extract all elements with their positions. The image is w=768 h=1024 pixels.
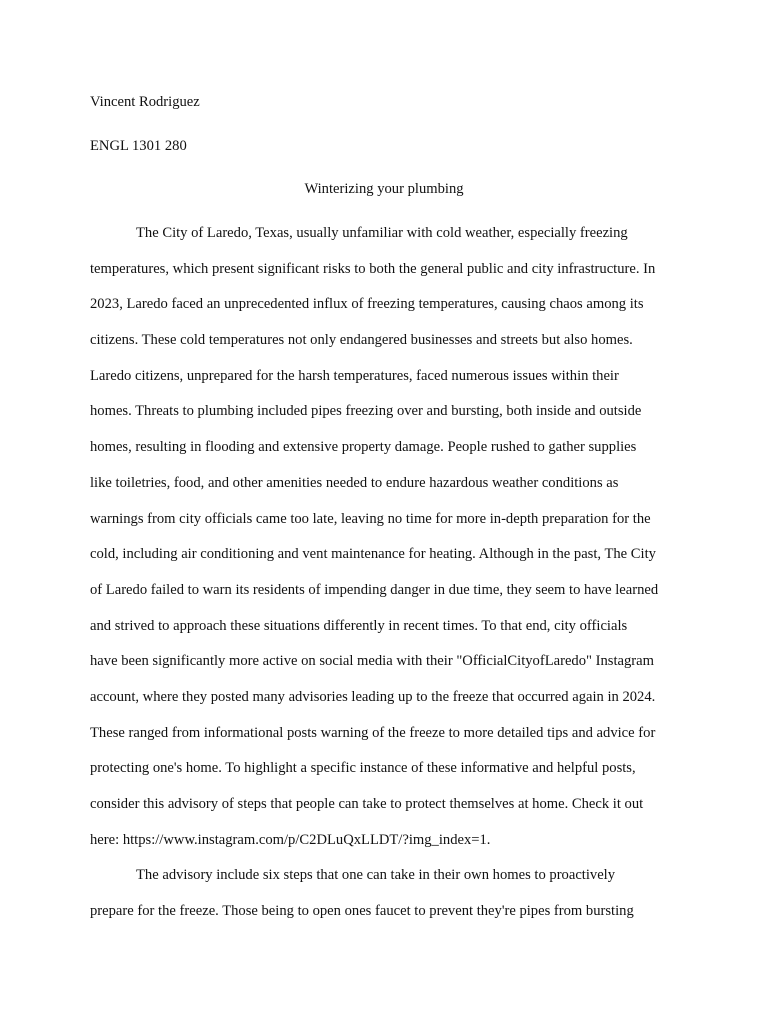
author-name: Vincent Rodriguez	[90, 94, 200, 110]
body-line: consider this advisory of steps that people can take to protect themselves at home. Check it out	[90, 796, 644, 812]
body-line: here: https://www.instagram.com/p/C2DLuQxLLDT/?img_index=1.	[90, 832, 491, 848]
body-line: warnings from city officials came too late, leaving no time for more in-depth preparation for the	[90, 511, 651, 527]
body-line: cold, including air conditioning and vent maintenance for heating. Although in the past, The City	[90, 546, 656, 562]
body-line: prepare for the freeze. Those being to open ones faucet to prevent they're pipes from bursting	[90, 903, 634, 919]
body-line: like toiletries, food, and other amenities needed to endure hazardous weather conditions as	[90, 475, 619, 491]
body-line: 2023, Laredo faced an unprecedented influx of freezing temperatures, causing chaos among its	[90, 296, 644, 312]
body-line: Laredo citizens, unprepared for the harsh temperatures, faced numerous issues within their	[90, 368, 619, 384]
body-line: The City of Laredo, Texas, usually unfamiliar with cold weather, especially freezing	[136, 225, 628, 241]
body-line: temperatures, which present significant risks to both the general public and city infrastructure. In	[90, 261, 656, 277]
body-line: The advisory include six steps that one can take in their own homes to proactively	[136, 867, 616, 883]
body-line: homes, resulting in flooding and extensive property damage. People rushed to gather supplies	[90, 439, 637, 455]
body-line: have been significantly more active on social media with their "OfficialCityofLaredo" Instagram	[90, 653, 654, 669]
body-line: of Laredo failed to warn its residents of impending danger in due time, they seem to have learned	[90, 582, 659, 598]
essay-title: Winterizing your plumbing	[304, 181, 464, 197]
body-line: These ranged from informational posts warning of the freeze to more detailed tips and advice for	[90, 725, 656, 741]
body-line: and strived to approach these situations differently in recent times. To that end, city officials	[90, 618, 628, 634]
body-line: homes. Threats to plumbing included pipes freezing over and bursting, both inside and outside	[90, 403, 642, 419]
course-code: ENGL 1301 280	[90, 138, 187, 154]
body-line: protecting one's home. To highlight a specific instance of these informative and helpful posts,	[90, 760, 636, 776]
body-line: citizens. These cold temperatures not only endangered businesses and streets but also homes.	[90, 332, 633, 348]
body-line: account, where they posted many advisories leading up to the freeze that occurred again in 2024.	[90, 689, 656, 705]
